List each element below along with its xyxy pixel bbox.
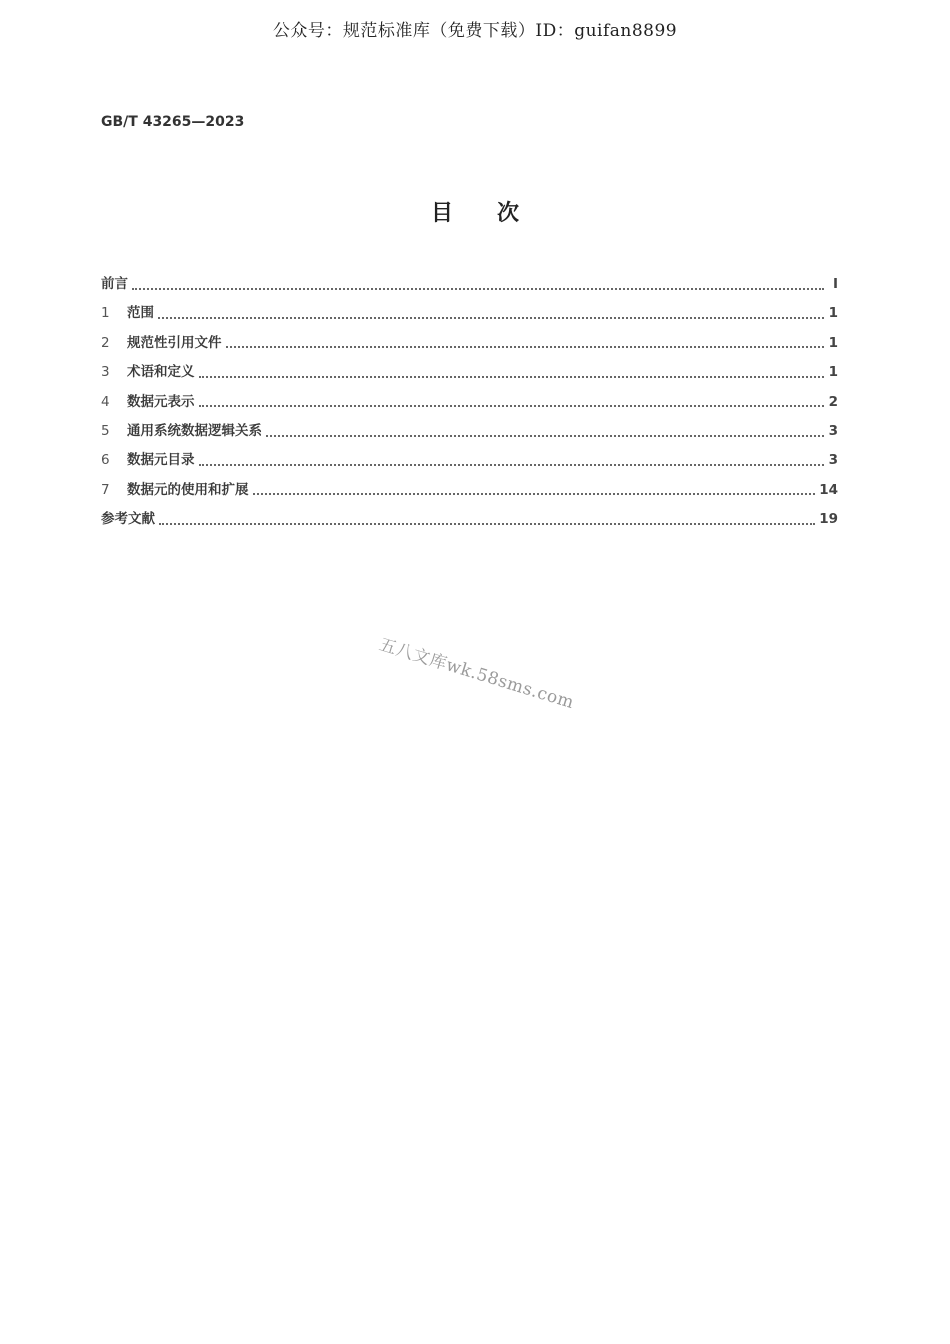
table-of-contents <box>101 272 838 537</box>
toc-entry-page: 3 <box>828 452 838 469</box>
toc-dot-leader <box>266 435 824 437</box>
toc-entry[interactable] <box>101 331 838 360</box>
toc-entry-label: 术语和定义 <box>127 364 195 381</box>
toc-entry-number: 7 <box>101 481 110 498</box>
toc-entry-page: 1 <box>828 334 838 351</box>
toc-dot-leader <box>158 317 824 319</box>
toc-dot-leader <box>132 288 824 290</box>
toc-dot-leader <box>226 346 825 348</box>
toc-entry-page: 14 <box>819 481 838 498</box>
toc-entry-page: 19 <box>819 511 838 528</box>
toc-entry-label: 通用系统数据逻辑关系 <box>127 422 262 439</box>
standard-number: GB/T 43265—2023 <box>101 114 245 130</box>
toc-entry-label: 数据元的使用和扩展 <box>127 481 249 498</box>
toc-dot-leader <box>253 493 816 495</box>
toc-entry-page: Ⅰ <box>832 276 838 292</box>
toc-entry-label: 范围 <box>127 305 154 322</box>
toc-entry-number: 4 <box>101 393 110 410</box>
toc-entry-label: 规范性引用文件 <box>127 334 222 351</box>
toc-entry-number: 3 <box>101 364 110 381</box>
toc-entry-page: 2 <box>828 393 838 410</box>
toc-entry[interactable] <box>101 448 838 477</box>
toc-entry-label: 数据元表示 <box>127 393 195 410</box>
toc-dot-leader <box>159 523 815 525</box>
toc-entry[interactable] <box>101 419 838 448</box>
toc-dot-leader <box>199 376 825 378</box>
toc-dot-leader <box>199 405 825 407</box>
toc-entry-page: 1 <box>828 305 838 322</box>
toc-entry-label: 前言 <box>101 276 128 292</box>
toc-entry-label: 数据元目录 <box>127 452 195 469</box>
toc-entry-number: 2 <box>101 334 110 351</box>
toc-entry-label: 参考文献 <box>101 511 155 528</box>
toc-entry[interactable] <box>101 360 838 389</box>
toc-entry-number: 1 <box>101 305 110 322</box>
toc-entry-page: 1 <box>828 364 838 381</box>
watermark: 五八文库wk.58sms.com <box>376 634 577 714</box>
toc-entry[interactable] <box>101 478 838 507</box>
toc-entry[interactable] <box>101 507 838 536</box>
toc-entry-number: 5 <box>101 422 110 439</box>
source-banner: 公众号：规范标准库（免费下载）ID：guifan8899 <box>272 21 678 41</box>
toc-entry-number: 6 <box>101 452 110 469</box>
toc-entry-page: 3 <box>828 422 838 439</box>
toc-dot-leader <box>199 464 825 466</box>
toc-entry[interactable] <box>101 390 838 419</box>
toc-entry[interactable] <box>101 272 838 301</box>
toc-entry[interactable] <box>101 301 838 330</box>
toc-title: 目次 <box>430 201 563 226</box>
